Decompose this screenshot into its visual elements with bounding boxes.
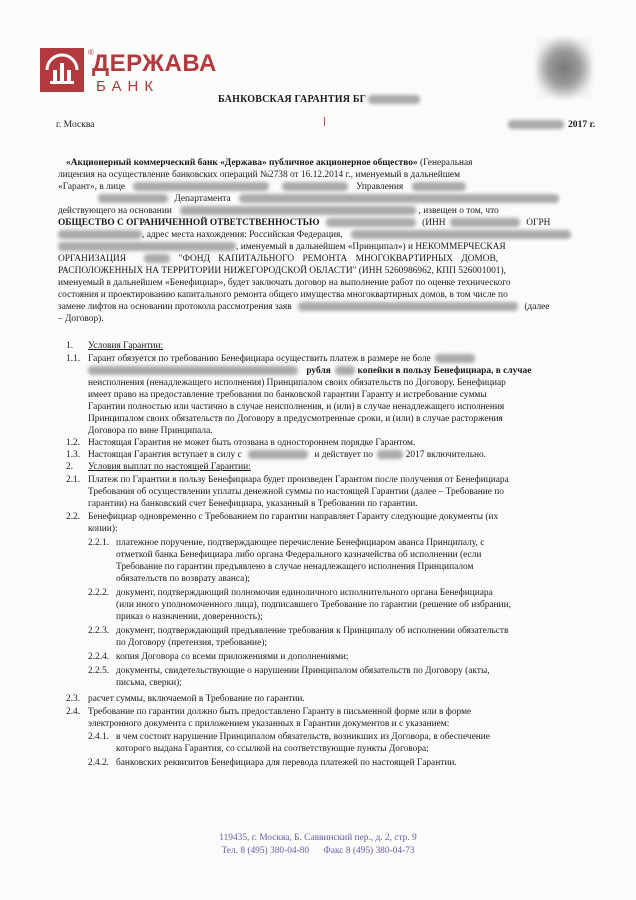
footer-fax: Факс 8 (495) 380-04-73 — [323, 846, 415, 856]
item-2-4-1-line-2: которого выдана Гарантия, со ссылкой на соответствующие пункты Договора; — [116, 744, 429, 754]
logo-bank-name: ДЕРЖАВА — [92, 50, 217, 77]
item-2-2-3-line-2: по Договору (претензия, требование); — [116, 638, 267, 648]
clause-1-2-text: Настоящая Гарантия не может быть отозвана в одностороннем порядке Гарантом. — [88, 438, 416, 448]
preamble-line-2: лицензия на осуществление банковских операций №2738 от 16.12.2014 г., именуемый в дальнейшем — [58, 170, 461, 180]
footer-phone: Тел. 8 (495) 380-04-80 — [221, 846, 310, 856]
item-2-2-1-line-2: отметкой банка Бенефициара либо органа Федерального казначейства об исполнении (если — [116, 550, 482, 560]
preamble-line-8: , именуемый в дальнейшем «Принципал») и НЕКОММЕРЧЕСКАЯ — [58, 241, 594, 253]
preamble-line-5: действующего на основании , извещен о том, что — [58, 206, 499, 216]
clause-1-3-number: 1.3. — [66, 450, 81, 460]
clause-2-3-text: расчет суммы, включаемой в Требование по гарантии. — [88, 694, 305, 704]
item-2-2-2-line-1: документ, подтверждающий полномочия единоличного исполнительного органа Бенефициара — [116, 588, 493, 598]
clause-2-4-line-1: Требование по гарантии должно быть предоставлено Гаранту в письменной форме или в форме — [88, 707, 472, 717]
item-2-2-4-text: копия Договора со всеми приложениями и дополнениями; — [116, 652, 349, 662]
item-2-2-1-line-3: Требование по гарантии предъявлено в случае ненадлежащего исполнения Принципалом — [116, 562, 474, 572]
footer-address: 119435, г. Москва, Б. Саввинский пер., д. 2, стр. 9 — [219, 833, 417, 843]
section-2-number: 2. — [66, 462, 74, 472]
preamble-line-11: именуемый в дальнейшем «Бенефициар», будет заключать договор на выполнение работ по оценке технического — [58, 278, 511, 288]
item-2-4-2-text: банковских реквизитов Бенефициара для перевода платежей по настоящей Гарантии. — [116, 758, 457, 768]
preamble-line-3: «Гарант», в лице Управления — [58, 181, 594, 193]
preamble-line-9: ОРГАНИЗАЦИЯ "ФОНД КАПИТАЛЬНОГО РЕМОНТА МНОГОКВАРТИРНЫХ ДОМОВ, — [58, 254, 499, 264]
item-2-2-3-line-1: документ, подтверждающий предъявление требования к Принципалу об исполнении обязательств — [116, 626, 509, 636]
section-1-title: Условия Гарантии: — [88, 341, 164, 351]
clause-1-1-number: 1.1. — [66, 354, 81, 364]
item-2-2-5-line-1: документы, свидетельствующие о нарушении Принципалом обязательств по Договору (акты, — [116, 666, 490, 676]
preamble-line-14: – Договор). — [58, 314, 104, 324]
clause-1-1-line-6: Принципалом своих обязательств по Договору в предусмотренные сроки, и (или) в случае расторжения — [88, 414, 503, 424]
item-2-2-2-line-2: (или иного уполномоченного лица), подписавшего Требование по гарантии (решение об избрании, — [116, 600, 511, 610]
clause-2-4-number: 2.4. — [66, 707, 81, 717]
footer-contacts — [0, 846, 636, 856]
clause-2-1-line-2: Требования об осуществлении уплаты денежной суммы по настоящей Гарантии (далее – Требование по — [88, 487, 504, 497]
document-year: 2017 г. — [568, 119, 596, 130]
item-2-4-1-line-1: в чем состоит нарушение Принципалом обязательств, возникших из Договора, в обеспечение — [116, 732, 490, 742]
red-mark — [324, 117, 325, 126]
clause-2-1-line-1: Платеж по Гарантии в пользу Бенефициара будет произведен Гарантом после получения от Бенефициара — [88, 475, 509, 485]
item-2-2-4-number: 2.2.4. — [88, 652, 110, 662]
clause-1-2-number: 1.2. — [66, 438, 81, 448]
item-2-2-5-line-2: письма, сверки); — [116, 678, 182, 688]
item-2-2-2-line-3: приказ о назначении, доверенность); — [116, 612, 263, 622]
document-title: БАНКОВСКАЯ ГАРАНТИЯ БГ — [218, 94, 420, 105]
clause-2-2-line-1: Бенефициар одновременно с Требованием по гарантии направляет Гаранту следующие документы (их — [88, 512, 499, 522]
section-2-title: Условия выплат по настоящей Гарантии: — [88, 462, 251, 472]
clause-1-1-line-4: имеет право на предоставление требования по банковской гарантии Гаранту и истребование суммы — [88, 390, 487, 400]
logo-bank-subtitle: БАНК — [96, 78, 160, 95]
item-2-2-2-number: 2.2.2. — [88, 588, 110, 598]
logo-emblem-icon — [40, 48, 84, 92]
clause-1-1-line-7: Договора по вине Принципала. — [88, 426, 213, 436]
clause-2-1-line-3: гарантии) на банковский счет Бенефициара, указанный в Требовании по гарантии. — [88, 499, 418, 509]
clause-2-2-line-2: копии): — [88, 524, 118, 534]
logo-registered-mark: ® — [88, 48, 94, 57]
item-2-2-3-number: 2.2.3. — [88, 626, 110, 636]
redacted-stamp — [536, 38, 592, 98]
clause-1-1-line-1: Гарант обязуется по требованию Бенефициара осуществить платеж в размере не боле — [88, 353, 594, 365]
preamble-line-7: , адрес места нахождения: Российская Федерация, — [58, 229, 594, 241]
preamble-line-4: Департамента — [58, 193, 594, 205]
clause-2-4-line-2: электронного документа с приложением указанных в Гарантии документов и с указанием: — [88, 719, 450, 729]
item-2-2-1-line-4: обязательств по возврату аванса); — [116, 574, 251, 584]
preamble-line-12: состояния и проектированию капитального ремонта общего имущества многоквартирных домов, в том числе по — [58, 290, 508, 300]
section-1-number: 1. — [66, 341, 74, 351]
preamble-line-6: ОБЩЕСТВО С ОГРАНИЧЕННОЙ ОТВЕТСТВЕННОСТЬЮ (ИНН ОГРН — [58, 218, 551, 228]
clause-2-3-number: 2.3. — [66, 694, 81, 704]
clause-1-1-line-3: неисполнения (ненадлежащего исполнения) Принципалом своих обязательств по Договору. Бенефициар — [88, 378, 506, 388]
clause-1-3-text: Настоящая Гарантия вступает в силу с и действует по 2017 включительно. — [88, 450, 487, 460]
item-2-2-1-number: 2.2.1. — [88, 538, 110, 548]
preamble-line-13: замене лифтов на основании протокола рассмотрения заяв (далее — [58, 302, 550, 312]
item-2-4-1-number: 2.4.1. — [88, 732, 110, 742]
clause-1-1-line-2: рубля копейки в пользу Бенефициара, в случае — [88, 365, 594, 377]
item-2-4-2-number: 2.4.2. — [88, 758, 110, 768]
clause-2-2-number: 2.2. — [66, 512, 81, 522]
item-2-2-5-number: 2.2.5. — [88, 666, 110, 676]
city-label: г. Москва — [56, 119, 95, 130]
clause-2-1-number: 2.1. — [66, 475, 81, 485]
clause-1-1-line-5: Гарантии полностью или частично в случае неисполнения, и (или) в случае ненадлежащего исполнения — [88, 402, 505, 412]
item-2-2-1-line-1: платежное поручение, подтверждающее перечисление Бенефициаром аванса Принципалу, с — [116, 538, 485, 548]
redacted-date — [508, 120, 564, 129]
preamble-line-1: «Акционерный коммерческий банк «Держава» публичное акционерное общество» (Генеральная — [66, 158, 473, 168]
preamble-line-10: РАСПОЛОЖЕННЫХ НА ТЕРРИТОРИИ НИЖЕГОРОДСКОЙ ОБЛАСТИ" (ИНН 5260986962, КПП 526001001), — [58, 266, 506, 276]
